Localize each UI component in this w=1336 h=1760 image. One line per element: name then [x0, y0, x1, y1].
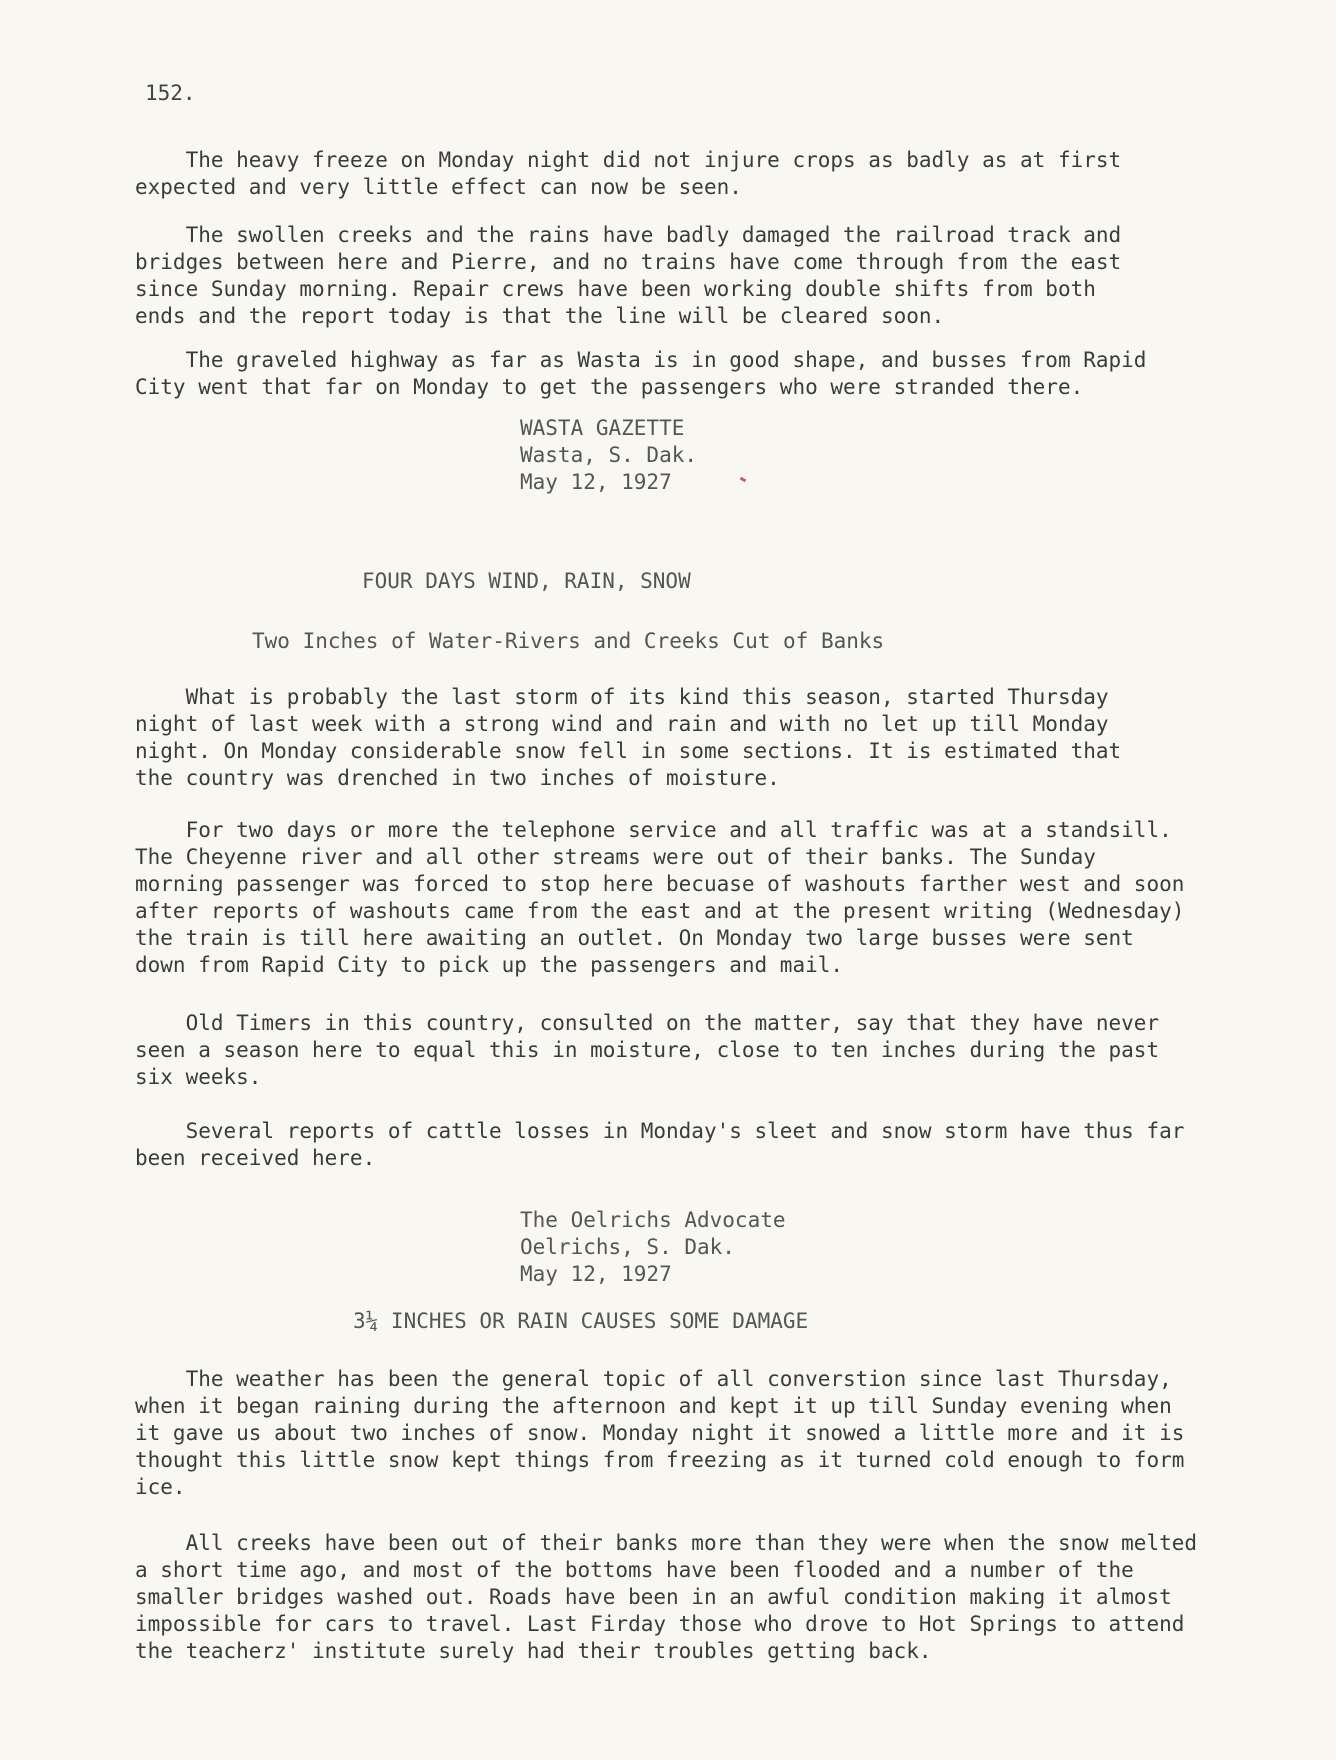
paragraph-weather-topic: The weather has been the general topic of all converstion since last Thursday, when it began raining during the afternoon and kept it up till Sunday evening when it gave us about two inches of snow. Monday night it snowed a little more and it is thought this little snow kept things from freezing as it turned cold enough to form ice. — [135, 1367, 1185, 1499]
paragraph-old-timers: Old Timers in this country, consulted on the matter, say that they have never seen a season here to equal this in moisture, close to ten inches during the past six weeks. — [135, 1011, 1160, 1089]
page-number: 152. — [145, 81, 196, 105]
newspaper-location: Oelrichs, S. Dak. — [520, 1235, 735, 1259]
newspaper-name: WASTA GAZETTE — [520, 416, 685, 440]
headline-rain-damage: 3¼ INCHES OR RAIN CAUSES SOME DAMAGE — [353, 1309, 809, 1333]
paragraph-railroad: The swollen creeks and the rains have badly damaged the railroad track and bridges between here and Pierre, and no trains have come through from the east since Sunday morning. Repair crews have been working double shifts from both ends and the report today is that the line will be cleared soon. — [135, 223, 1122, 328]
newspaper-location: Wasta, S. Dak. — [520, 443, 698, 467]
newspaper-name: The Oelrichs Advocate — [520, 1208, 786, 1232]
paragraph-creeks: All creeks have been out of their banks more than they were when the snow melted a short time ago, and most of the bottoms have been flooded and a number of the smaller bridges washed out. Roads have been in an awful condition making it almost impossible for cars to travel. Last Firday those who drove to Hot Springs to attend the teacherz' institute surely had their troubles getting back. — [135, 1531, 1198, 1663]
newspaper-date: May 12, 1927 — [520, 1262, 672, 1286]
paragraph-telephone: For two days or more the telephone service and all traffic was at a standsill. The Cheyenne river and all other streams were out of their banks. The Sunday morning passenger was forced to stop here becuase of washouts farther west and soon after reports of washouts came from the east and at the present writing (Wednesday) the train is till here awaiting an outlet. On Monday two large busses were sent down from Rapid City to pick up the passengers and mail. — [135, 818, 1185, 977]
paragraph-storm: What is probably the last storm of its kind this season, started Thursday night of last week with a strong wind and rain and with no let up till Monday night. On Monday considerable snow fell in some sections. It is estimated that the country was drenched in two inches of moisture. — [135, 685, 1122, 790]
wasta-gazette-dateline — [520, 415, 697, 496]
paragraph-cattle-losses: Several reports of cattle losses in Monday's sleet and snow storm have thus far been received here. — [135, 1119, 1185, 1170]
ink-mark — [740, 477, 747, 483]
newspaper-date: May 12, 1927 — [520, 470, 672, 494]
paragraph-highway: The graveled highway as far as Wasta is in good shape, and busses from Rapid City went that far on Monday to get the passengers who were stranded there. — [135, 348, 1147, 399]
paragraph-freeze: The heavy freeze on Monday night did not injure crops as badly as at first expected and very little effect can now be seen. — [135, 148, 1122, 199]
subheadline-two-inches: Two Inches of Water-Rivers and Creeks Cut of Banks — [252, 629, 885, 653]
headline-four-days: FOUR DAYS WIND, RAIN, SNOW — [362, 569, 691, 593]
oelrichs-advocate-dateline — [520, 1207, 786, 1288]
